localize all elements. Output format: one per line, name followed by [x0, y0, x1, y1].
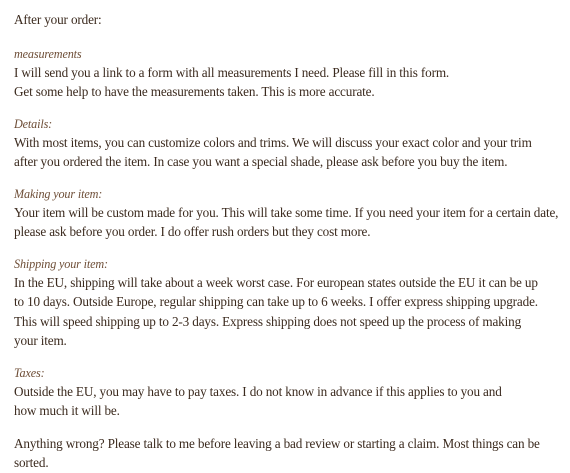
section-line: your item.	[14, 333, 67, 348]
section-heading: Details:	[14, 116, 53, 131]
closing-text: Anything wrong? Please talk to me before leaving a bad review or starting a claim. Most things can be sorted.	[14, 435, 540, 470]
order-info-document	[14, 10, 566, 473]
section-heading: measurements	[14, 46, 82, 61]
section-details	[14, 115, 566, 172]
section-line: Get some help to have the measurements taken. This is more accurate.	[14, 84, 375, 99]
section-line: Your item will be custom made for you. This will take some time. If you need your item for a certain date,	[14, 204, 559, 220]
section-line: please ask before you order. I do offer rush orders but they cost more.	[14, 224, 371, 239]
section-line: how much it will be.	[14, 403, 120, 418]
section-heading: Taxes:	[14, 365, 45, 380]
section-line: I will send you a link to a form with all measurements I need. Please fill in this form.	[14, 64, 450, 80]
section-line: to 10 days. Outside Europe, regular shipping can take up to 6 weeks. I offer express shipping upgrade.	[14, 294, 538, 309]
section-measurements	[14, 45, 566, 102]
section-shipping	[14, 255, 566, 351]
section-line: With most items, you can customize colors and trims. We will discuss your exact color and your trim	[14, 134, 532, 150]
section-heading: Making your item:	[14, 186, 103, 201]
section-line: Outside the EU, you may have to pay taxes. I do not know in advance if this applies to you and	[14, 383, 502, 399]
section-taxes	[14, 364, 566, 421]
section-line: This will speed shipping up to 2-3 days. Express shipping does not speed up the process of making	[14, 313, 522, 329]
section-line: after you ordered the item. In case you want a special shade, please ask before you buy the item.	[14, 154, 508, 169]
section-making-your-item	[14, 185, 566, 242]
intro-text: After your order:	[14, 12, 102, 27]
section-heading: Shipping your item:	[14, 256, 108, 271]
section-line: In the EU, shipping will take about a week worst case. For european states outside the EU it can be up	[14, 274, 538, 290]
